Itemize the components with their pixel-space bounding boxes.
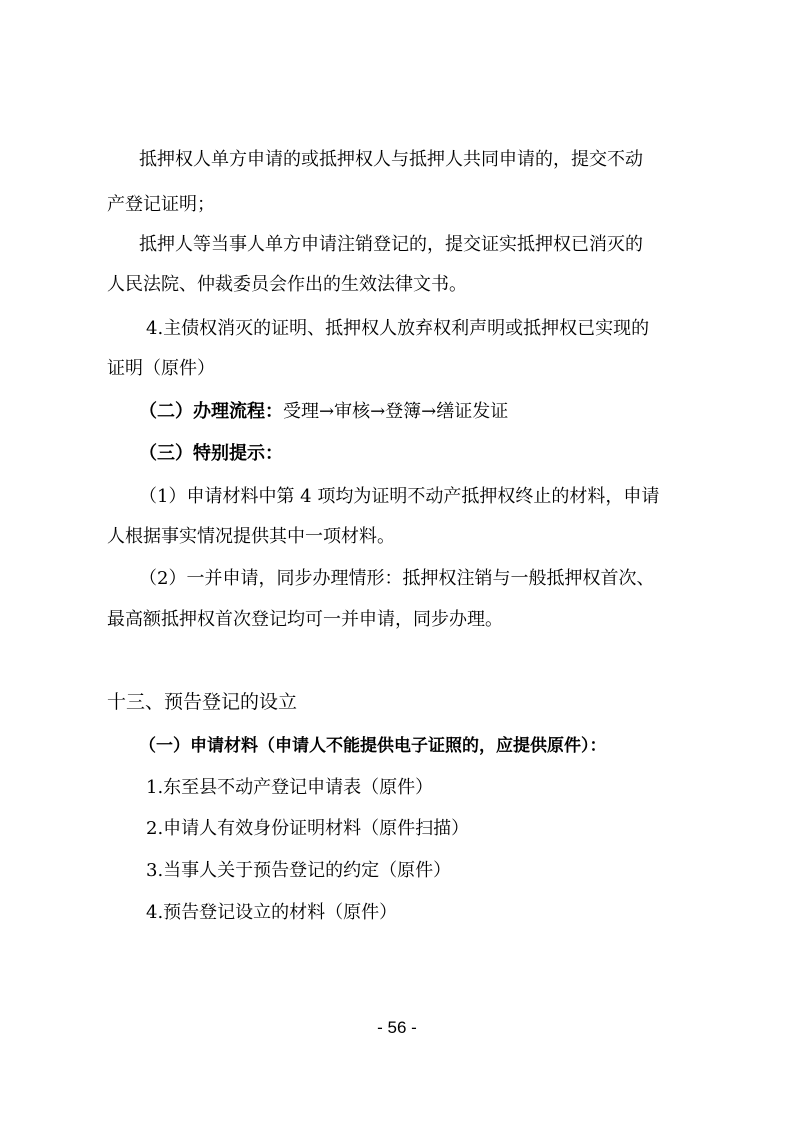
list-item: 3.当事人关于预告登记的约定（原件） [146, 860, 452, 881]
paragraph-line: 抵押权人单方申请的或抵押权人与抵押人共同申请的，提交不动 [139, 149, 643, 170]
paragraph-line: 产登记证明； [107, 194, 215, 215]
paragraph-line: 抵押人等当事人单方申请注销登记的，提交证实抵押权已消灭的 [139, 234, 643, 255]
paragraph-line: 4.主债权消灭的证明、抵押权人放弃权利声明或抵押权已实现的 [146, 318, 650, 339]
tips-label: （三）特别提示： [139, 443, 283, 464]
section-title: 十三、预告登记的设立 [107, 691, 298, 713]
process-line [139, 399, 508, 425]
page-number: - 56 - [377, 1018, 417, 1037]
paragraph-line: 人民法院、仲裁委员会作出的生效法律文书。 [107, 274, 467, 295]
tip-line: 人根据事实情况提供其中一项材料。 [107, 526, 395, 547]
process-text: 受理→审核→登簿→缮证发证 [283, 401, 509, 422]
list-item: 1.东至县不动产登记申请表（原件） [146, 777, 434, 798]
list-item: 4.预告登记设立的材料（原件） [146, 902, 398, 923]
tip-line: （1）申请材料中第 4 项均为证明不动产抵押权终止的材料，申请 [139, 486, 660, 507]
list-item: 2.申请人有效身份证明材料（原件扫描） [146, 818, 470, 839]
materials-label: （一）申请材料（申请人不能提供电子证照的，应提供原件）： [139, 736, 607, 756]
tip-line: （2）一并申请，同步办理情形：抵押权注销与一般抵押权首次、 [139, 568, 655, 589]
process-label: （二）办理流程： [139, 401, 283, 422]
paragraph-line: 证明（原件） [107, 358, 215, 379]
tip-line: 最高额抵押权首次登记均可一并申请，同步办理。 [107, 609, 503, 630]
